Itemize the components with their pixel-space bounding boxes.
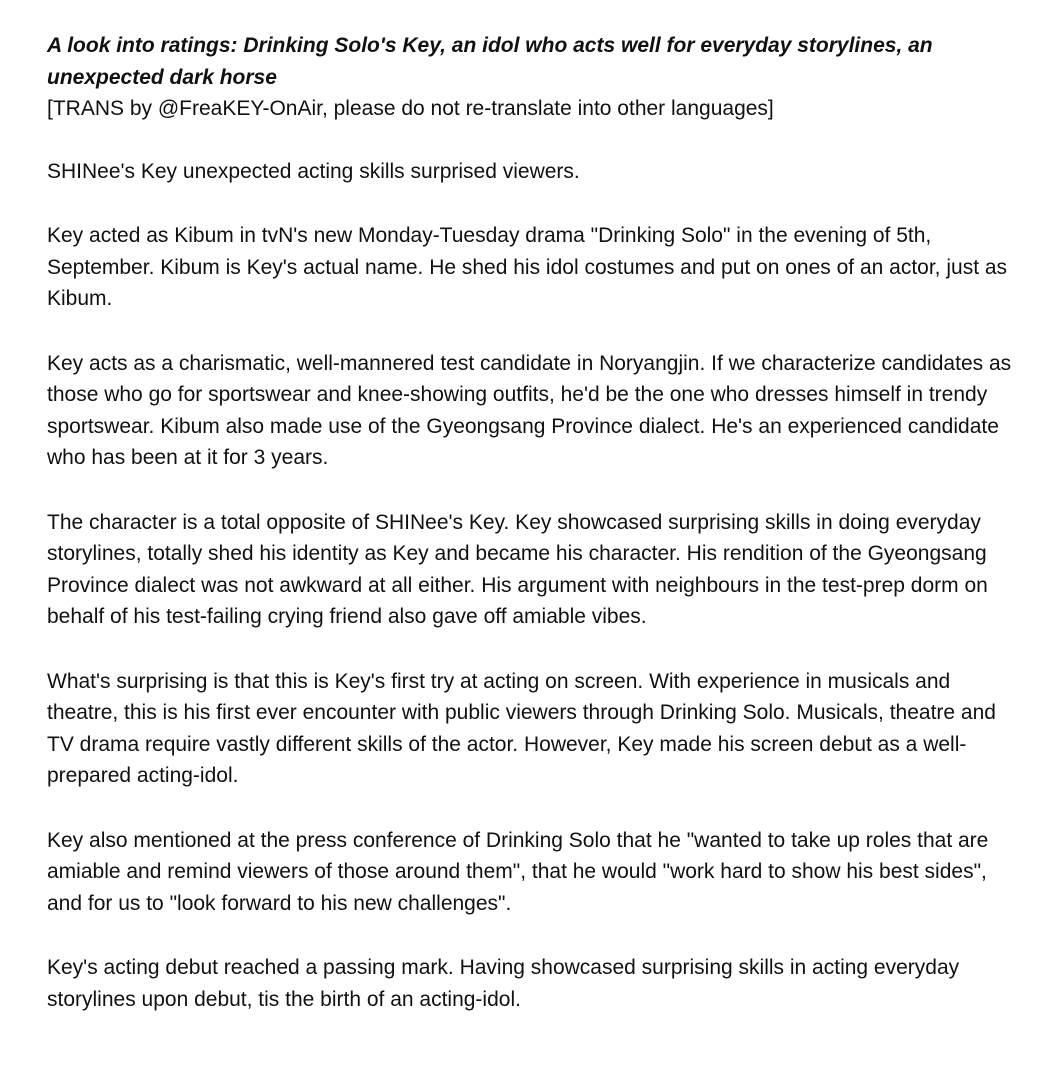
paragraph: Key's acting debut reached a passing mark. Having showcased surprising skills in acting everyday storylines upon debut, tis the birth of an acting-idol. [47,956,960,1011]
article [47,30,1027,1015]
article-title: A look into ratings: Drinking Solo's Key, an idol who acts well for everyday storylines, an unexpected dark horse [47,34,933,89]
paragraph: Key acts as a charismatic, well-mannered test candidate in Noryangjin. If we characterize candidates as those who go for sportswear and knee-showing outfits, he'd be the one who dresses himself in trendy sportswear. Kibum also made use of the Gyeongsang Province dialect. He's an experienced candidate who has been at it for 3 years. [47,351,1012,469]
paragraph: Key acted as Kibum in tvN's new Monday-Tuesday drama "Drinking Solo" in the evening of 5th, September. Kibum is Key's actual name. He shed his idol costumes and put on ones of an actor, just as Kibum. [47,224,1008,310]
translation-credit: [TRANS by @FreaKEY-OnAir, please do not re-translate into other languages] [47,97,774,120]
paragraph: The character is a total opposite of SHINee's Key. Key showcased surprising skills in doing everyday storylines, totally shed his identity as Key and became his character. His rendition of the Gyeongsang Province dialect was not awkward at all either. His argument with neighbours in the test-prep dorm on behalf of his test-failing crying friend also gave off amiable vibes. [47,510,988,628]
paragraph: Key also mentioned at the press conference of Drinking Solo that he "wanted to take up roles that are amiable and remind viewers of those around them", that he would "work hard to show his best sides", and for us to "look forward to his new challenges". [47,828,989,915]
paragraph: SHINee's Key unexpected acting skills surprised viewers. [47,159,580,183]
paragraph: What's surprising is that this is Key's first try at acting on screen. With experience in musicals and theatre, this is his first ever encounter with public viewers through Drinking Solo. Musicals, theatre and TV drama require vastly different skills of the actor. However, Key made his screen debut as a well-prepared acting-idol. [47,669,996,787]
